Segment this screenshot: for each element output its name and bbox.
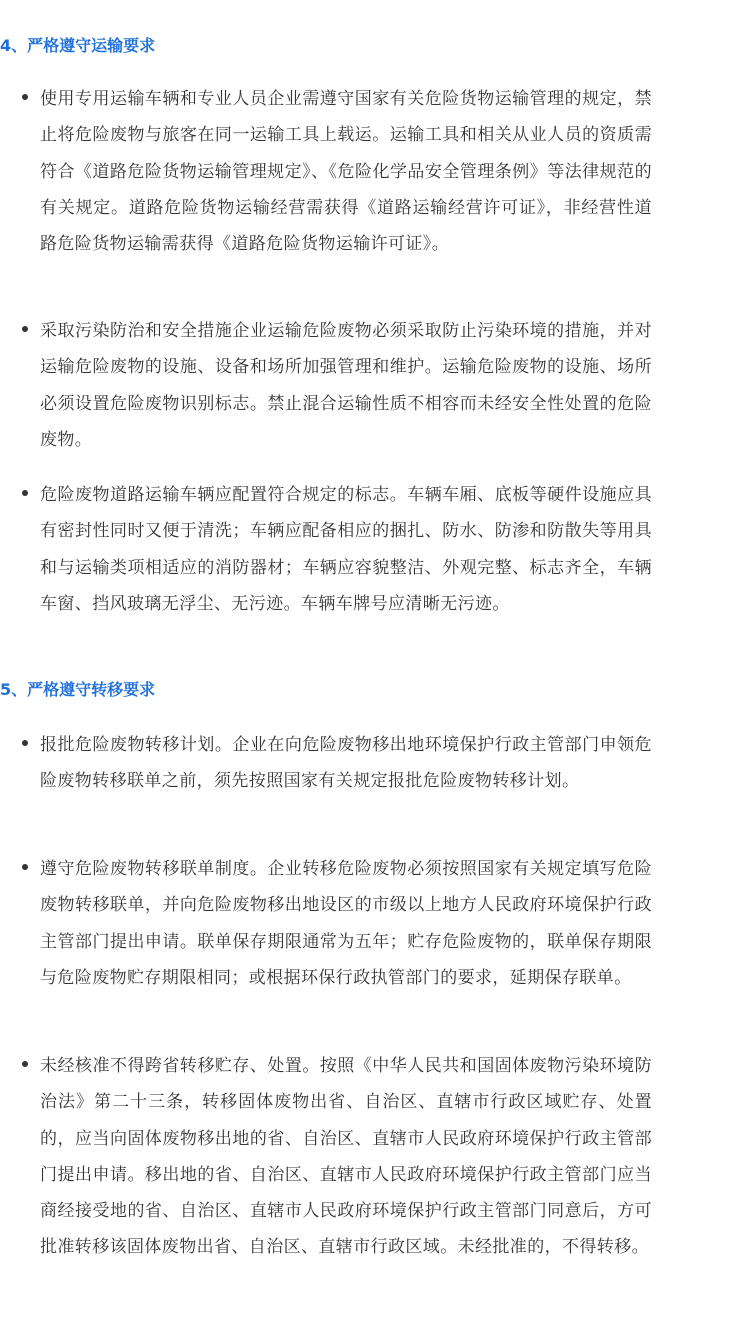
list-item	[22, 1048, 652, 1266]
bullet-dot-icon	[22, 94, 28, 100]
bullet-dot-icon	[22, 490, 28, 496]
list-item-text: 危险废物道路运输车辆应配置符合规定的标志。车辆车厢、底板等硬件设施应具有密封性同时又便于清洗；车辆应配备相应的捆扎、防水、防渗和防散失等用具和与运输类项相适应的消防器材；车辆应容貌整洁、外观完整、标志齐全，车辆车窗、挡风玻璃无浮尘、无污迹。车辆车牌号应清晰无污迹。	[40, 485, 652, 614]
list-item	[22, 727, 652, 800]
list-item	[22, 477, 652, 622]
list-item-text: 报批危险废物转移计划。企业在向危险废物移出地环境保护行政主管部门申领危险废物转移联单之前，须先按照国家有关规定报批危险废物转移计划。	[40, 735, 652, 792]
list-item-text: 遵守危险废物转移联单制度。企业转移危险废物必须按照国家有关规定填写危险废物转移联单，并向危险废物移出地设区的市级以上地方人民政府环境保护行政主管部门提出申请。联单保存期限通常为五年；贮存危险废物的，联单保存期限与危险废物贮存期限相同；或根据环保行政执管部门的要求，延期保存联单。	[40, 859, 652, 988]
bullet-dot-icon	[22, 740, 28, 746]
list-item	[22, 81, 652, 262]
bullet-dot-icon	[22, 864, 28, 870]
list-item	[22, 851, 652, 996]
list-item-text: 采取污染防治和安全措施企业运输危险废物必须采取防止污染环境的措施，并对运输危险废物的设施、设备和场所加强管理和维护。运输危险废物的设施、场所必须设置危险废物识别标志。禁止混合运输性质不相容而未经安全性处置的危险废物。	[40, 321, 652, 450]
section-heading-transfer: 5、严格遵守转移要求	[0, 680, 156, 699]
bullet-dot-icon	[22, 326, 28, 332]
list-item-text: 未经核准不得跨省转移贮存、处置。按照《中华人民共和国固体废物污染环境防治法》第二十三条，转移固体废物出省、自治区、直辖市行政区域贮存、处置的，应当向固体废物移出地的省、自治区、直辖市人民政府环境保护行政主管部门提出申请。移出地的省、自治区、直辖市人民政府环境保护行政主管部门应当商经接受地的省、自治区、直辖市人民政府环境保护行政主管部门同意后，方可批准转移该固体废物出省、自治区、直辖市行政区域。未经批准的，不得转移。	[40, 1056, 652, 1258]
list-item	[22, 313, 652, 458]
list-item-text: 使用专用运输车辆和专业人员企业需遵守国家有关危险货物运输管理的规定，禁止将危险废物与旅客在同一运输工具上载运。运输工具和相关从业人员的资质需符合《道路危险货物运输管理规定》、《危险化学品安全管理条例》等法律规范的有关规定。道路危险货物运输经营需获得《道路运输经营许可证》，非经营性道路危险货物运输需获得《道路危险货物运输许可证》。	[40, 89, 652, 255]
section-heading-transport: 4、严格遵守运输要求	[0, 36, 156, 55]
bullet-dot-icon	[22, 1061, 28, 1067]
